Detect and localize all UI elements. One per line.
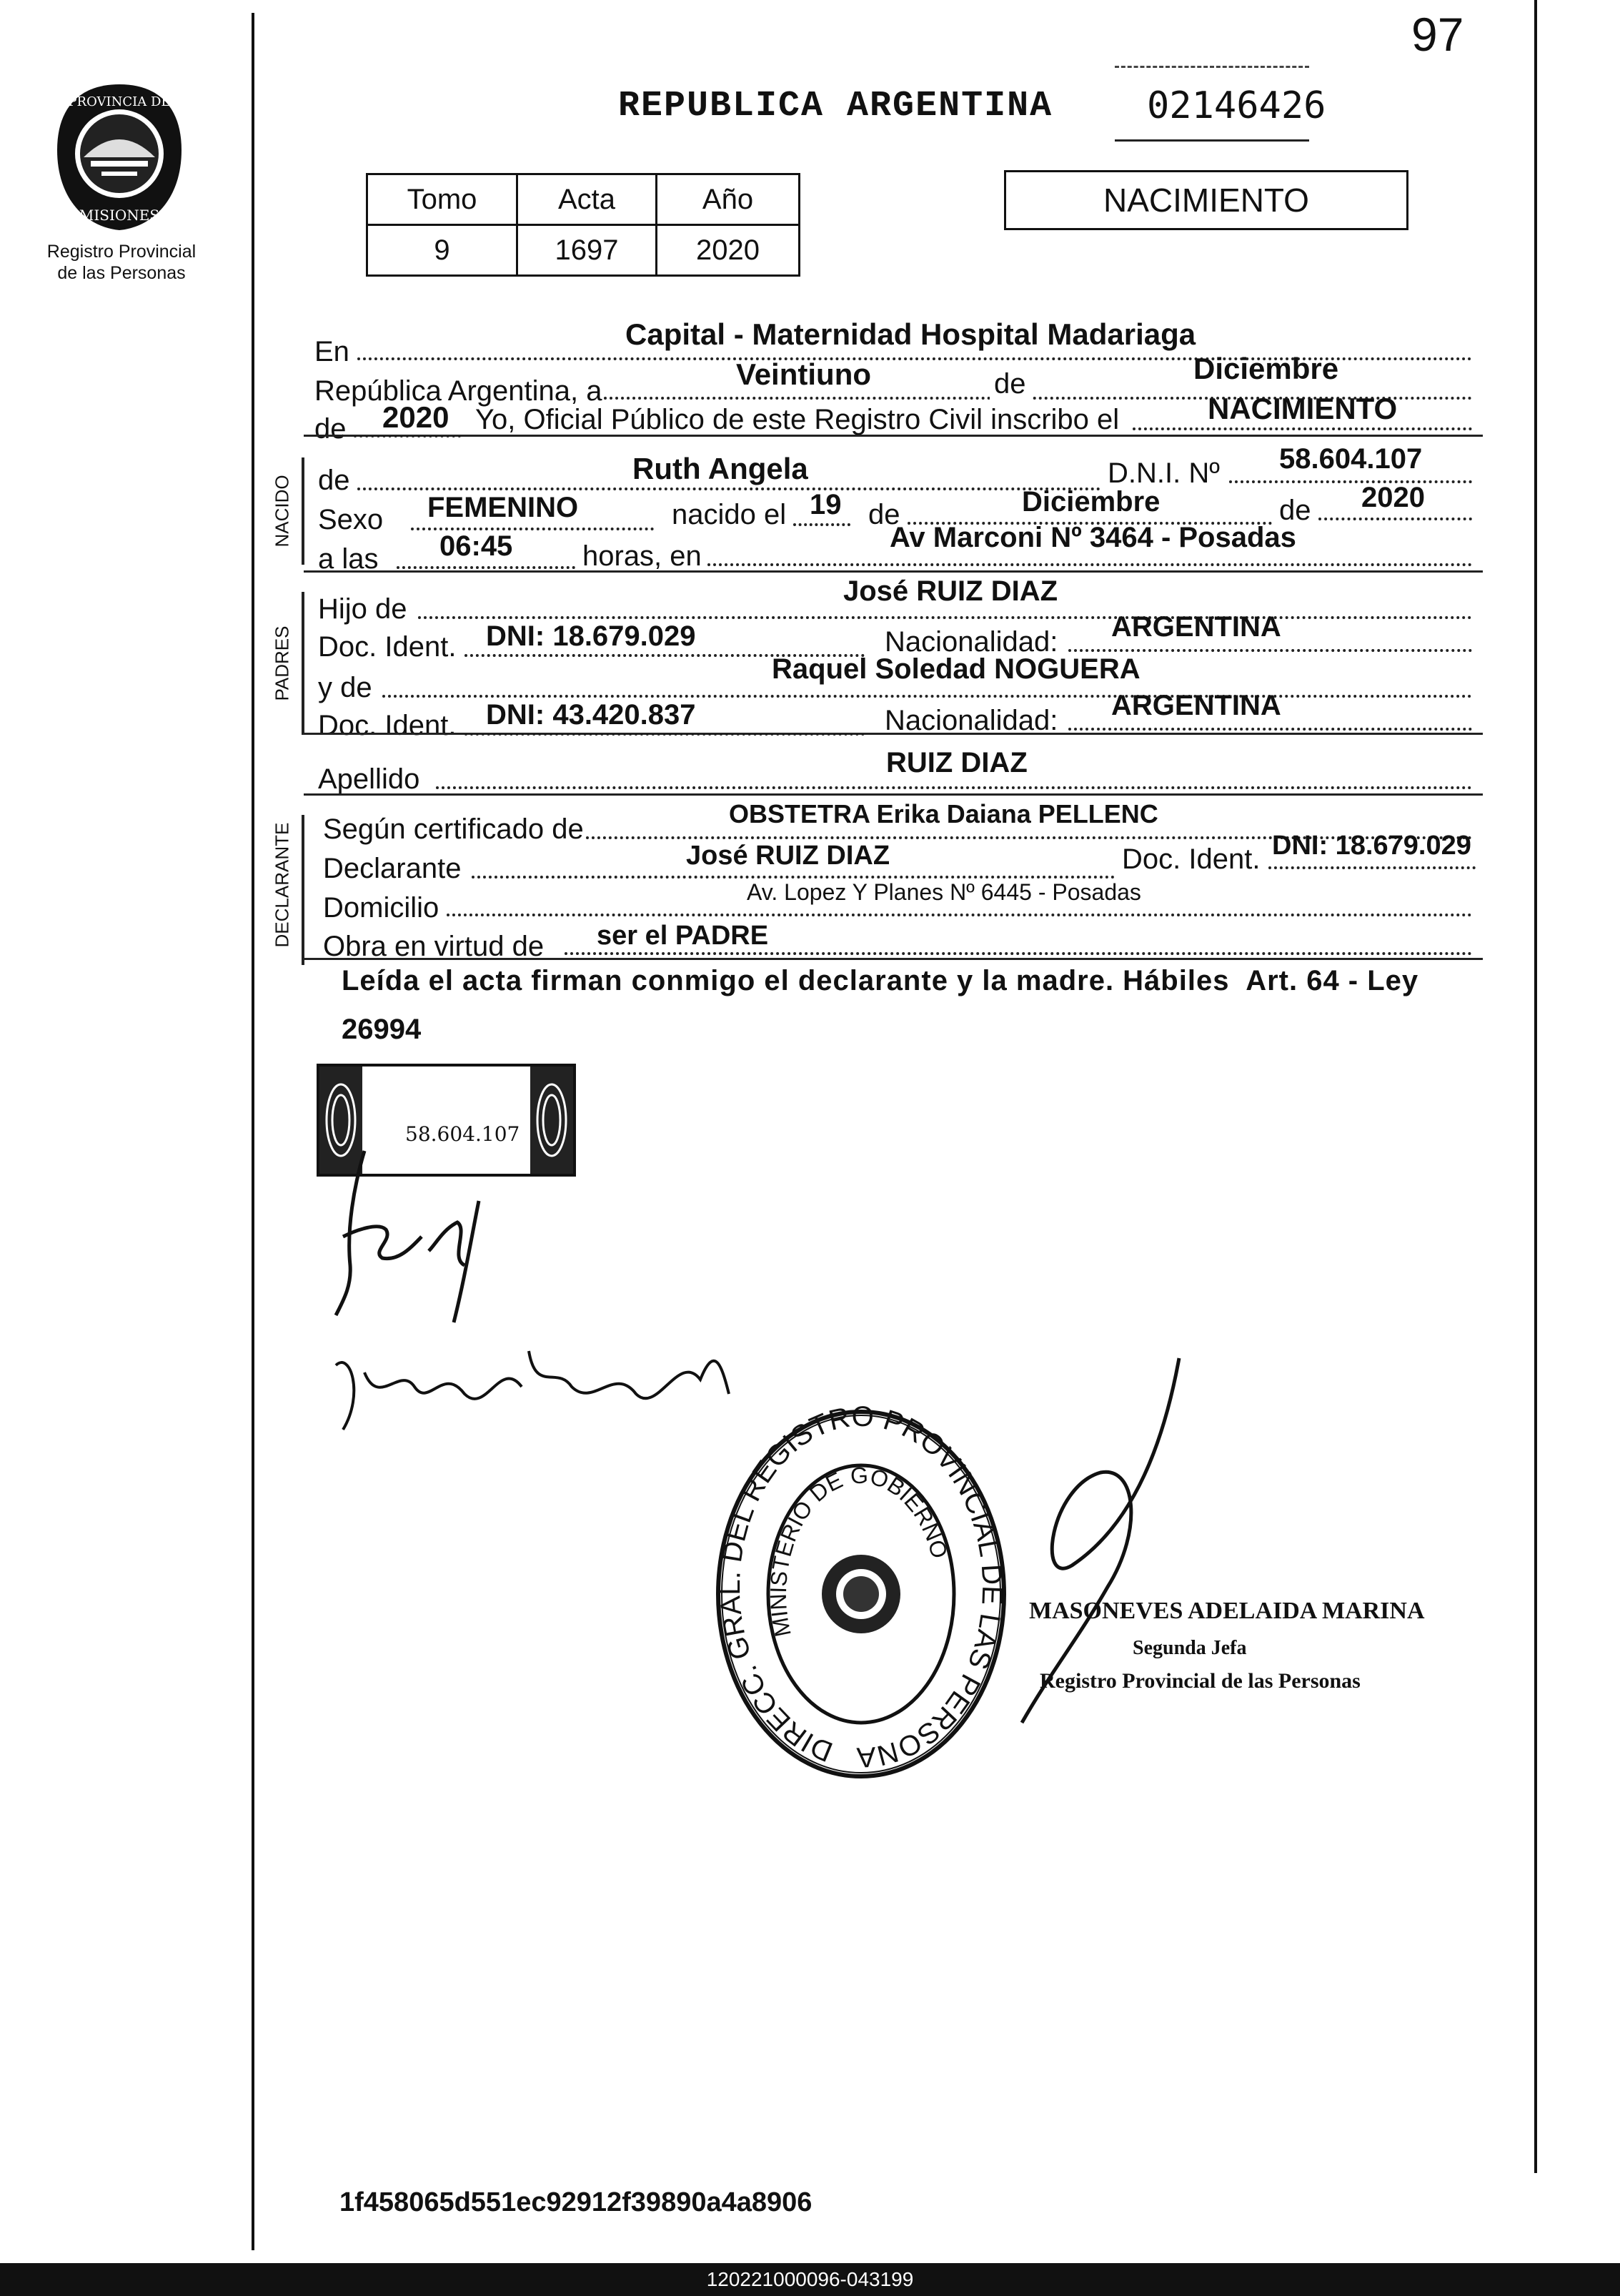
birth-year-value: 2020 [1361, 482, 1425, 513]
apellido-rule [304, 793, 1483, 796]
birth-year-dots [1318, 518, 1472, 520]
country-title: REPUBLICA ARGENTINA [618, 86, 1053, 127]
declarante-section-label: DECLARANTE [271, 822, 293, 948]
father-nat-value: ARGENTINA [1111, 611, 1281, 643]
official-title: Segunda Jefa [1133, 1637, 1247, 1659]
nacido-de-label-3: de [1279, 495, 1311, 526]
document-hash: 1f458065d551ec92912f39890a4a8906 [339, 2187, 813, 2217]
nacido-bracket [302, 457, 304, 565]
y-de-label: y de [318, 672, 372, 703]
father-nat-label: Nacionalidad: [885, 626, 1058, 658]
sexo-label: Sexo [318, 504, 384, 535]
domicilio-label: Domicilio [323, 892, 439, 924]
child-dni-value: 58.604.107 [1279, 443, 1423, 475]
nacido-el-label: nacido el [672, 499, 787, 530]
nacido-name-dots [357, 488, 1100, 490]
de-label-1: de [990, 368, 1030, 400]
registry-table [366, 173, 800, 277]
footer-code: 120221000096-043199 [0, 2263, 1620, 2296]
registry-table-header [367, 174, 800, 225]
nacido-de-label: de [318, 465, 350, 496]
mother-dots [382, 695, 1472, 698]
registry-logo [51, 79, 187, 236]
seal-outer-text: DIRECC. GRAL. DEL REGISTRO PROVINCIAL DE LAS PERSONA [715, 1405, 1008, 1773]
father-signature [314, 1144, 529, 1330]
month-value: Diciembre [1193, 352, 1339, 385]
header-acta: Acta [517, 174, 657, 225]
declarante-bracket [302, 815, 304, 965]
closing-line-2: 26994 [342, 1014, 422, 1045]
domicilio-value: Av. Lopez Y Planes Nº 6445 - Posadas [747, 879, 1141, 905]
republica-label: República Argentina, a [314, 375, 602, 407]
apellido-label: Apellido [318, 763, 420, 795]
logo-text-top: PROVINCIA DE [68, 94, 171, 109]
declarante-value: José RUIZ DIAZ [686, 841, 890, 871]
mother-nat-label: Nacionalidad: [885, 705, 1058, 736]
father-dots [418, 616, 1472, 619]
en-label: En [314, 336, 349, 367]
official-name: MASONEVES ADELAIDA MARINA [1029, 1598, 1425, 1624]
header-anio: Año [657, 174, 800, 225]
obra-value: ser el PADRE [597, 921, 769, 951]
padres-bracket [302, 592, 304, 735]
apellido-value: RUIZ DIAZ [886, 747, 1028, 778]
de-label-2: de [314, 413, 347, 445]
father-nat-dots [1068, 649, 1472, 652]
year-value: 2020 [382, 400, 449, 434]
nacido-rule [304, 570, 1483, 573]
value-anio: 2020 [657, 225, 800, 276]
apellido-dots [436, 786, 1472, 789]
hijo-de-label: Hijo de [318, 593, 407, 625]
obra-label: Obra en virtud de [323, 931, 545, 962]
logo-caption-1: Registro Provincial [46, 242, 197, 262]
padres-section-label: PADRES [271, 625, 293, 701]
registry-table-values [367, 225, 800, 276]
hour-dots [397, 566, 575, 569]
father-doc-label: Doc. Ident. [318, 631, 457, 663]
left-margin-line [252, 13, 254, 2250]
a-las-label: a las [318, 543, 379, 575]
certificado-value: OBSTETRA Erika Daiana PELLENC [729, 799, 1158, 828]
declarante-rule [304, 958, 1483, 960]
birth-month-value: Diciembre [1022, 486, 1161, 518]
place-value: Capital - Maternidad Hospital Madariaga [625, 317, 1196, 351]
dni-label: D.N.I. Nº [1108, 457, 1220, 489]
horas-label: horas, en [582, 540, 702, 572]
padres-rule [304, 733, 1483, 735]
hour-value: 06:45 [439, 530, 513, 562]
nacido-de-label-2: de [868, 499, 900, 530]
seal-inner-text: MINISTERIO DE GOBIERNO [765, 1462, 953, 1639]
domicilio-dots [447, 914, 1472, 916]
day-words-value: Veintiuno [736, 357, 871, 391]
declarante-doc-dots [1268, 866, 1476, 869]
child-name-value: Ruth Angela [632, 452, 808, 485]
inscribe-text: Yo, Oficial Público de este Registro Civil inscribo el [475, 404, 1120, 435]
address-dots [707, 563, 1472, 566]
nacido-section-label: NACIDO [271, 475, 293, 548]
mother-nat-value: ARGENTINA [1111, 690, 1281, 721]
official-office: Registro Provincial de las Personas [1040, 1669, 1361, 1693]
day-dots [793, 523, 850, 526]
logo-caption-2: de las Personas [57, 263, 186, 283]
logo-text-bottom: MISIONES [79, 207, 160, 224]
act-type-box: NACIMIENTO [1004, 170, 1408, 230]
mother-doc-value: DNI: 43.420.837 [486, 699, 696, 731]
serial-underline [1115, 139, 1309, 142]
declarante-doc-value: DNI: 18.679.029 [1272, 831, 1471, 861]
dni-dots [1229, 480, 1472, 483]
declarante-doc-label: Doc. Ident. [1122, 843, 1261, 875]
birth-day-value: 19 [810, 489, 842, 520]
serial-number: 02146426 [1147, 84, 1326, 127]
mother-signature [322, 1322, 750, 1444]
fingerprint-label: 58.604.107 [405, 1122, 520, 1146]
declarante-label: Declarante [323, 853, 462, 884]
certificado-label: Según certificado de [323, 813, 584, 845]
value-acta: 1697 [517, 225, 657, 276]
father-doc-value: DNI: 18.679.029 [486, 620, 696, 652]
father-name-value: José RUIZ DIAZ [843, 575, 1058, 607]
value-tomo: 9 [367, 225, 517, 276]
intro-rule [304, 435, 1483, 437]
declarante-dots [472, 876, 1115, 879]
mother-doc-label: Doc. Ident. [318, 710, 457, 741]
serial-dashes [1115, 66, 1309, 68]
inscribe-value: NACIMIENTO [1208, 392, 1398, 425]
page-number: 97 [1411, 8, 1464, 61]
closing-line-1: Leída el acta firman conmigo el declarante y la madre. Hábiles Art. 64 - Ley [342, 965, 1419, 996]
mother-nat-dots [1068, 728, 1472, 731]
sexo-value: FEMENINO [427, 492, 579, 523]
header-tomo: Tomo [367, 174, 517, 225]
official-seal [711, 1405, 1011, 1783]
inscribe-dots [1133, 427, 1472, 430]
right-margin-line [1534, 0, 1537, 2173]
mother-name-value: Raquel Soledad NOGUERA [772, 653, 1141, 685]
birth-address-value: Av Marconi Nº 3464 - Posadas [890, 522, 1296, 553]
obra-dots [565, 952, 1472, 955]
